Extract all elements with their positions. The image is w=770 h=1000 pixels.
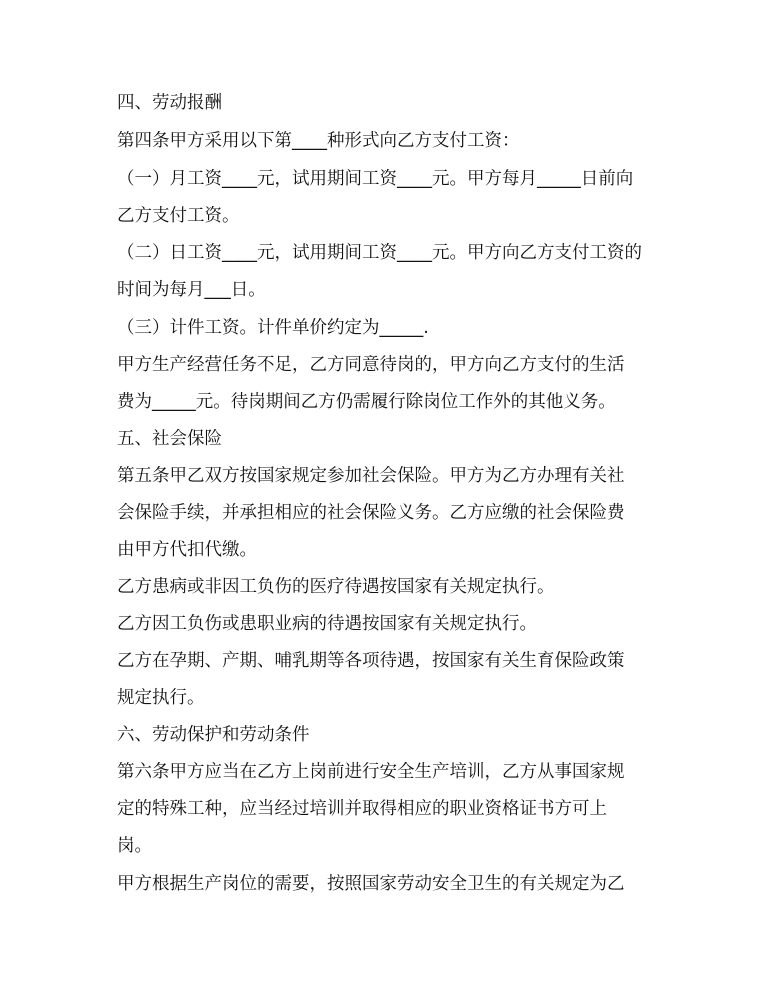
standby-pay-paragraph-cont: 费为_____元。待岗期间乙方仍需履行除岗位工作外的其他义务。 xyxy=(117,392,616,412)
article-5-text: 第五条甲乙双方按国家规定参加社会保险。甲方为乙方办理有关社 xyxy=(117,466,625,486)
article-6-text-cont-2: 岗。 xyxy=(117,836,152,856)
article-6-text: 第六条甲方应当在乙方上岗前进行安全生产培训，乙方从事国家规 xyxy=(117,762,625,782)
maternity-paragraph: 乙方在孕期、产期、哺乳期等各项待遇，按国家有关生育保险政策 xyxy=(117,651,625,671)
article-4-text: 第四条甲方采用以下第____种形式向乙方支付工资： xyxy=(117,131,520,151)
article-6-text-cont-1: 定的特殊工种，应当经过培训并取得相应的职业资格证书方可上 xyxy=(117,799,607,819)
illness-treatment-paragraph: 乙方患病或非因工负伤的医疗待遇按国家有关规定执行。 xyxy=(117,577,555,597)
article-5-text-cont-1: 会保险手续，并承担相应的社会保险义务。乙方应缴的社会保险费 xyxy=(117,503,625,523)
piece-wage-clause: （三）计件工资。计件单价约定为_____. xyxy=(117,318,429,338)
section-heading-labor-protection: 六、劳动保护和劳动条件 xyxy=(117,725,310,745)
section-heading-labor-remuneration: 四、劳动报酬 xyxy=(117,93,222,113)
article-5-text-cont-2: 由甲方代扣代缴。 xyxy=(117,540,257,560)
safety-provision-paragraph: 甲方根据生产岗位的需要，按照国家劳动安全卫生的有关规定为乙 xyxy=(117,874,625,894)
work-injury-paragraph: 乙方因工负伤或患职业病的待遇按国家有关规定执行。 xyxy=(117,614,537,634)
daily-wage-clause: （二）日工资____元，试用期间工资____元。甲方向乙方支付工资的 xyxy=(117,243,642,263)
monthly-wage-clause-cont: 乙方支付工资。 xyxy=(117,206,240,226)
daily-wage-clause-cont: 时间为每月___日。 xyxy=(117,280,266,300)
monthly-wage-clause: （一）月工资____元，试用期间工资____元。甲方每月_____日前向 xyxy=(117,169,634,189)
section-heading-social-insurance: 五、社会保险 xyxy=(117,429,222,449)
standby-pay-paragraph: 甲方生产经营任务不足，乙方同意待岗的，甲方向乙方支付的生活 xyxy=(117,355,625,375)
maternity-paragraph-cont: 规定执行。 xyxy=(117,688,205,708)
